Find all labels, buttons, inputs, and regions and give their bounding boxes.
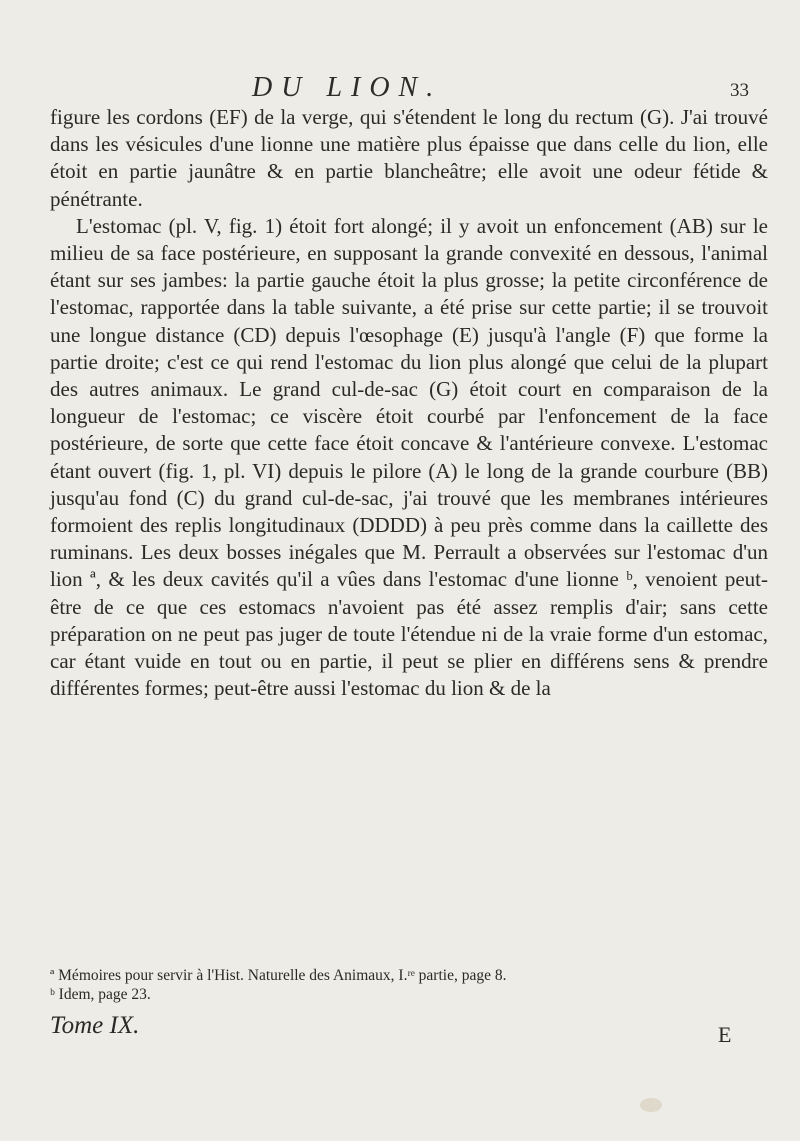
footnotes (50, 966, 768, 1004)
footnote: ᵇ Idem, page 23. (50, 986, 151, 1003)
volume-label: Tome IX. (50, 1012, 140, 1039)
paragraph: L'estomac (pl. V, fig. 1) étoit fort alongé; il y avoit un enfoncement (AB) sur le milieu de sa face postérieure, en supposant la grande convexité en dessous, l'animal étant sur ses jambes: la partie gauche étoit la plus grosse; la petite circonférence de l'estomac, rapportée dans la table suivante, a été prise sur cette partie; il se trouvoit une longue distance (CD) depuis l'œsophage (E) jusqu'à l'angle (F) que forme la partie droite; c'est ce qui rend l'estomac du lion plus alongé que celui de la plupart des autres animaux. Le grand cul-de-sac (G) étoit court en comparaison de la longueur de l'estomac; ce viscère étoit courbé par l'enfoncement de la face postérieure, de sorte que cette face étoit concave & l'antérieure convexe. L'estomac étant ouvert (fig. 1, pl. VI) depuis le pilore (A) le long de la grande courbure (BB) jusqu'au fond (C) du grand cul-de-sac, j'ai trouvé que les membranes intérieures formoient des replis longitudinaux (DDDD) à peu près comme dans la caillette des ruminans. Les deux bosses inégales que M. Perrault a observées sur l'estomac d'un lion ª, & les deux cavités qu'il a vûes dans l'estomac d'une lionne ᵇ, venoient peut-être de ce que ces estomacs n'avoient pas été assez remplis d'air; sans cette préparation on ne peut pas juger de toute l'étendue ni de la vraie forme d'un estomac, car étant vuide en tout ou en partie, il peut se plier en différens sens & prendre différentes formes; peut-être aussi l'estomac du lion & de la (50, 213, 768, 701)
footnote: ª Mémoires pour servir à l'Hist. Naturelle des Animaux, I.ʳᵉ partie, page 8. (50, 967, 507, 984)
body-text (50, 104, 768, 702)
signature-mark: E (718, 1022, 732, 1047)
paper-stain (640, 1098, 662, 1112)
page-number: 33 (730, 80, 749, 101)
paragraph: figure les cordons (EF) de la verge, qui s'étendent le long du rectum (G). J'ai trouvé dans les vésicules d'une lionne une matière plus épaisse que dans celle du lion, elle étoit en partie jaunâtre & en partie blancheâtre; elle avoit une odeur fétide & pénétrante. (50, 105, 768, 211)
running-title: DU LION. (252, 72, 443, 103)
